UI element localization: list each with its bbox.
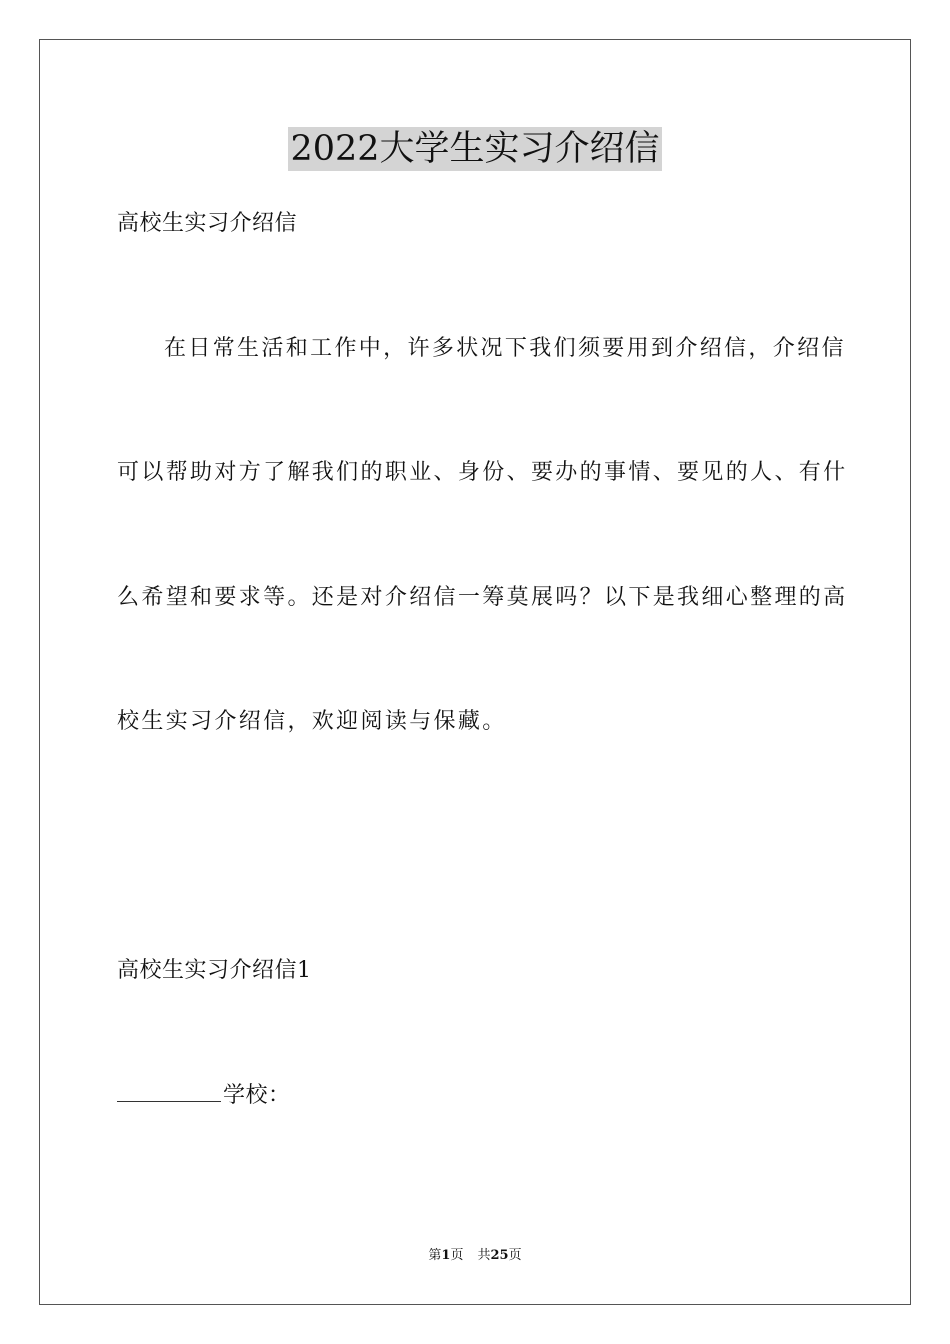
page-suffix: 页 bbox=[450, 1248, 464, 1263]
paragraph-line-4: 校生实习介绍信，欢迎阅读与保藏。 bbox=[117, 709, 507, 734]
page-prefix: 第 bbox=[428, 1248, 442, 1263]
paragraph-line-1: 在日常生活和工作中，许多状况下我们须要用到介绍信，介绍信 bbox=[164, 336, 846, 361]
salutation-line bbox=[117, 1081, 291, 1111]
paragraph-line-2: 可以帮助对方了解我们的职业、身份、要办的事情、要见的人、有什 bbox=[117, 460, 848, 485]
page-number: 1 bbox=[441, 1248, 451, 1263]
page-footer bbox=[0, 1247, 950, 1265]
total-pages: 25 bbox=[490, 1248, 509, 1263]
paragraph-line-3: 么希望和要求等。还是对介绍信一筹莫展吗？以下是我细心整理的高 bbox=[117, 585, 848, 610]
subtitle: 高校生实习介绍信 bbox=[117, 211, 298, 236]
document-title: 2022大学生实习介绍信 bbox=[290, 129, 660, 169]
total-suffix: 页 bbox=[508, 1248, 522, 1263]
section-heading: 高校生实习介绍信1 bbox=[117, 958, 312, 983]
title-container bbox=[0, 127, 950, 171]
salutation-suffix: 学校： bbox=[223, 1083, 291, 1108]
fill-in-blank[interactable] bbox=[117, 1083, 221, 1102]
total-prefix: 共 bbox=[477, 1248, 491, 1263]
